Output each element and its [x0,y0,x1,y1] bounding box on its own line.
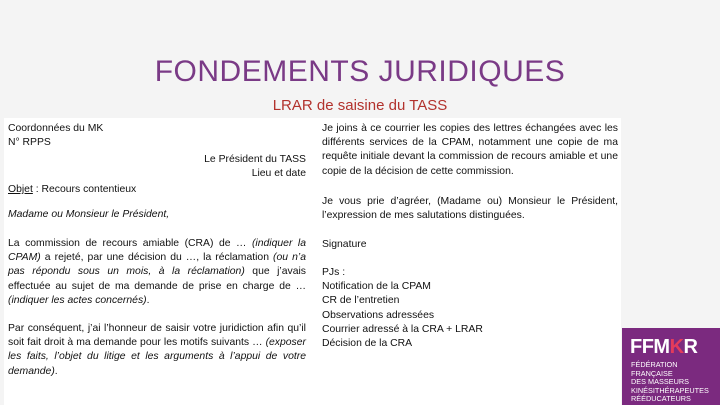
closing-paragraph: Je vous prie d’agréer, (Madame ou) Monsieur le Président, l’expression de mes salutations distinguées. [322,196,618,222]
ffmkr-logo [622,328,720,405]
logo-mark-part: R [683,336,698,358]
paragraph-text: a rejeté, par une décision du …, la réclamation [40,252,274,264]
paragraph-text: que j’avais effectuée au sujet de ma demande de prise en charge de … [8,266,306,292]
letter-salutation [8,208,169,222]
subject-label: Objet [8,184,33,195]
attachment-item: Notification de la CPAM [322,281,431,293]
paragraph-italic: (indiquer la CPAM) [8,238,307,264]
slide-subtitle: LRAR de saisine du TASS [272,97,448,114]
salutation-text: Madame ou Monsieur le Président, [8,209,170,220]
sender-coordinates-line: Coordonnées du MK [8,123,104,134]
attachment-item: CR de l’entretien [322,295,400,307]
paragraph-italic: (exposer les faits, l’objet du litige et les arguments à l’appui de votre demande) [8,337,306,377]
place-and-date: Lieu et date [251,168,306,180]
letter-paragraph-2 [8,322,306,379]
subject-text: : Recours contentieux [32,184,137,195]
logo-mark-accent: K [669,336,684,358]
ffmkr-logo-mark [630,336,698,359]
logo-mark-part: FFM [630,336,670,358]
slide-title: FONDEMENTS JURIDIQUES [154,55,566,88]
attachment-item: Observations adressées [322,309,435,321]
attachments-paragraph: Je joins à ce courrier les copies des lettres échangées avec les différents services de la CPAM, notamment une copie de ma requête initiale devant la commission de recours amiable et une copie de la décision de cette commission. [322,123,618,177]
signature-line: Signature [322,239,367,250]
paragraph-italic: (indiquer les actes concernés) [8,294,147,306]
paragraph-text: . [146,294,150,306]
attachments-heading: PJs : [322,267,346,278]
paragraph-text: La commission de recours amiable (CRA) de … [8,238,252,249]
sender-rpps-line: N° RPPS [8,137,51,149]
paragraph-italic: (ou n’a pas répondu sous un mois, à la réclamation) [8,252,306,278]
recipient-block [8,153,306,181]
attachment-item: Courrier adressé à la CRA + LRAR [322,323,483,335]
paragraph-text: Par conséquent, j’ai l’honneur de saisir votre juridiction afin qu’il soit fait droit à ma demande pour les motifs suivants … [8,323,306,349]
letter-paragraph-1 [8,237,306,308]
ffmkr-logo-description: FÉDÉRATION FRANÇAISE DES MASSEURS KINÉSITHÉRAPEUTES RÉÉDUCATEURS [631,360,709,404]
letter-panel [4,118,621,405]
paragraph-text: . [54,365,58,377]
recipient-name: Le Président du TASS [204,154,306,165]
letter-subject [8,183,136,197]
attachments-list [322,266,483,351]
attachment-item: Décision de la CRA [322,338,413,350]
sender-coordinates [8,122,103,150]
